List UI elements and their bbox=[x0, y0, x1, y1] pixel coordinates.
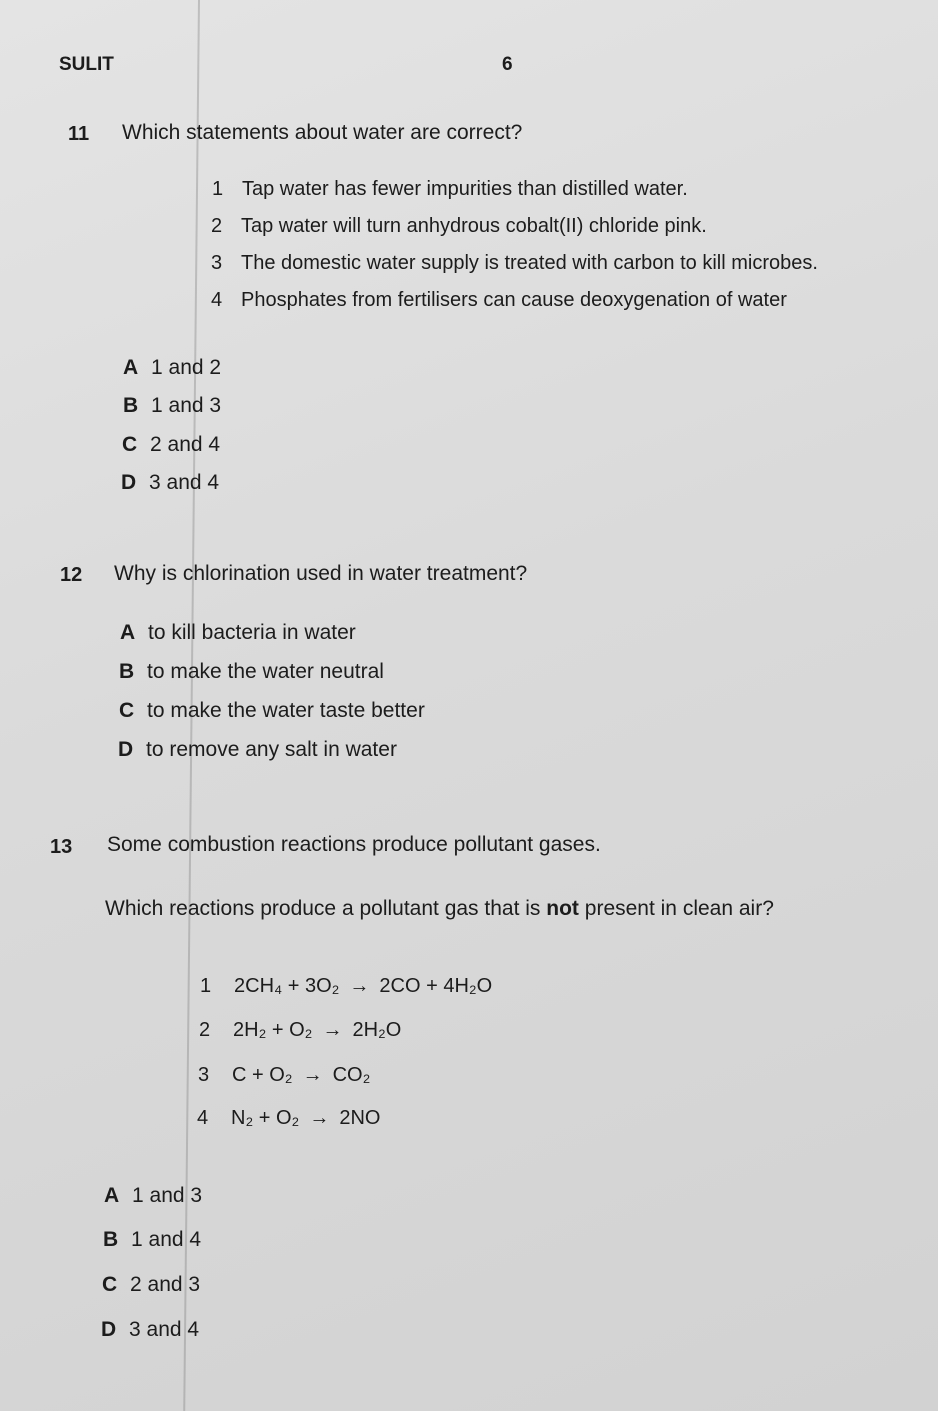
q12-option-a[interactable] bbox=[120, 621, 356, 645]
question-12-text: Why is chlorination used in water treatment? bbox=[114, 562, 528, 585]
equation-rhs: CO₂ bbox=[332, 1064, 371, 1086]
equation-lhs: 2CH₄ + 3O₂ bbox=[234, 975, 340, 997]
equation-rhs: 2CO + 4H₂O bbox=[379, 975, 493, 997]
page-number: 6 bbox=[502, 54, 513, 75]
option-text: to make the water taste better bbox=[147, 699, 425, 722]
q11-statement-1 bbox=[212, 178, 688, 201]
equation-lhs: N₂ + O₂ bbox=[231, 1107, 300, 1129]
option-letter: A bbox=[104, 1184, 120, 1207]
q12-option-c[interactable] bbox=[119, 699, 425, 723]
option-letter: C bbox=[102, 1273, 118, 1296]
option-letter: C bbox=[119, 699, 135, 722]
q11-option-d[interactable] bbox=[121, 471, 219, 495]
option-letter: A bbox=[123, 356, 139, 379]
option-letter: B bbox=[103, 1228, 119, 1251]
equation-number: 4 bbox=[197, 1107, 209, 1129]
q11-statement-3 bbox=[211, 252, 818, 275]
header-label: SULIT bbox=[59, 54, 114, 75]
arrow-icon: → bbox=[309, 1107, 330, 1129]
equation-number: 2 bbox=[199, 1019, 211, 1041]
q13-option-c[interactable] bbox=[102, 1273, 200, 1297]
option-text: 1 and 2 bbox=[151, 356, 222, 379]
option-letter: B bbox=[123, 394, 139, 417]
q13-option-b[interactable] bbox=[103, 1228, 201, 1252]
question-13-text: Some combustion reactions produce pollutant gases. bbox=[107, 833, 601, 856]
question-13-number: 13 bbox=[50, 836, 73, 858]
q11-option-b[interactable] bbox=[123, 394, 221, 418]
option-text: 1 and 3 bbox=[151, 394, 222, 417]
arrow-icon: → bbox=[322, 1019, 343, 1041]
statement-number: 2 bbox=[211, 215, 223, 237]
equation-number: 3 bbox=[198, 1064, 210, 1086]
option-letter: D bbox=[121, 471, 137, 494]
option-text: 1 and 3 bbox=[132, 1184, 203, 1207]
equation-number: 1 bbox=[200, 975, 212, 997]
option-text: to kill bacteria in water bbox=[148, 621, 356, 644]
statement-text: Tap water will turn anhydrous cobalt(II) chloride pink. bbox=[241, 215, 707, 237]
option-letter: A bbox=[120, 621, 136, 644]
q11-option-c[interactable] bbox=[122, 433, 220, 457]
q13-equation-2 bbox=[199, 1019, 401, 1042]
option-letter: C bbox=[122, 433, 138, 456]
statement-text: Tap water has fewer impurities than distilled water. bbox=[242, 178, 688, 200]
option-text: 3 and 4 bbox=[149, 471, 220, 494]
q13-option-d[interactable] bbox=[101, 1318, 199, 1342]
question-12-number: 12 bbox=[60, 564, 83, 586]
option-letter: B bbox=[119, 660, 135, 683]
statement-text: The domestic water supply is treated with carbon to kill microbes. bbox=[241, 252, 818, 274]
q13-equation-3 bbox=[198, 1064, 370, 1087]
question-11-number: 11 bbox=[68, 123, 90, 145]
question-13-subtext bbox=[105, 897, 774, 921]
arrow-icon: → bbox=[302, 1064, 323, 1086]
equation-rhs: 2NO bbox=[339, 1107, 381, 1129]
subtext-start: Which reactions produce a pollutant gas that is bbox=[105, 897, 541, 920]
equation-lhs: 2H₂ + O₂ bbox=[233, 1019, 313, 1041]
statement-text: Phosphates from fertilisers can cause deoxygenation of water bbox=[241, 289, 787, 311]
option-letter: D bbox=[101, 1318, 117, 1341]
q13-option-a[interactable] bbox=[104, 1184, 202, 1208]
option-letter: D bbox=[118, 738, 134, 761]
option-text: to make the water neutral bbox=[147, 660, 384, 683]
q12-option-d[interactable] bbox=[118, 738, 397, 762]
subtext-emphasis: not bbox=[546, 897, 579, 920]
option-text: 2 and 4 bbox=[150, 433, 221, 456]
option-text: to remove any salt in water bbox=[146, 738, 397, 761]
equation-rhs: 2H₂O bbox=[352, 1019, 402, 1041]
q11-statement-2 bbox=[211, 215, 707, 238]
statement-number: 4 bbox=[211, 289, 223, 311]
q11-option-a[interactable] bbox=[123, 356, 221, 380]
question-11-text: Which statements about water are correct? bbox=[122, 121, 523, 144]
q12-option-b[interactable] bbox=[119, 660, 384, 684]
q13-equation-4 bbox=[197, 1107, 380, 1130]
equation-lhs: C + O₂ bbox=[232, 1064, 293, 1086]
q11-statement-4 bbox=[211, 289, 787, 312]
q13-equation-1 bbox=[200, 975, 492, 998]
subtext-end: present in clean air? bbox=[584, 897, 774, 920]
option-text: 2 and 3 bbox=[130, 1273, 201, 1296]
statement-number: 1 bbox=[212, 178, 224, 200]
option-text: 1 and 4 bbox=[131, 1228, 202, 1251]
statement-number: 3 bbox=[211, 252, 223, 274]
option-text: 3 and 4 bbox=[129, 1318, 200, 1341]
arrow-icon: → bbox=[349, 975, 370, 997]
